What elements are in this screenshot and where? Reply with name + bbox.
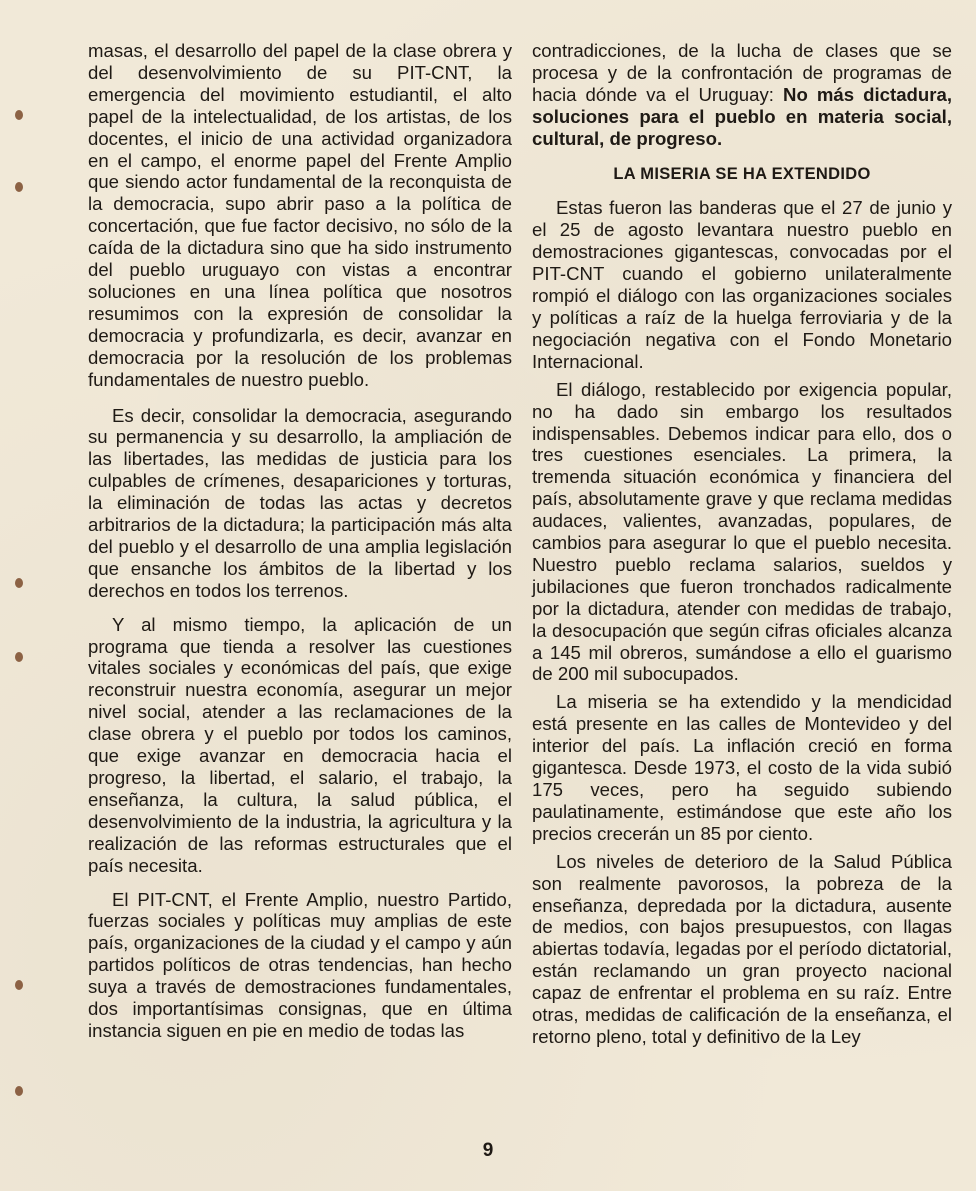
intro-bold-slogan: No más dictadura, soluciones para el pueblo en materia social, cultural, de progreso.	[532, 83, 952, 149]
left-column	[88, 40, 512, 1042]
binding-hole-mark	[15, 980, 23, 990]
paragraph: Y al mismo tiempo, la aplicación de un programa que tienda a resolver las cuestiones vitales sociales y económicas del país, que exige reconstruir nuestra economía, asegurar un mejor nivel social, atender a las reclamaciones de la clase obrera y el pueblo por todos los caminos, que exige avanzar en democracia hacia el progreso, la libertad, el salario, el trabajo, la enseñanza, la cultura, la salud pública, el desenvolvimiento de la industria, la agricultura y la realización de las reformas estructurales que el país necesita.	[88, 613, 512, 876]
intro-text: contradicciones, de la lucha de clases que se procesa y de la confrontación de programas de hacia dónde va el Uruguay:	[532, 40, 952, 105]
paragraph: Es decir, consolidar la democracia, asegurando su permanencia y su desarrollo, la ampliación de las libertades, las medidas de justicia para los culpables de crímenes, desapariciones y torturas, la eliminación de todas las actas y decretos arbitrarios de la dictadura; la participación más alta del pueblo y el desarrollo de una amplia legislación que ensanche los ámbitos de la libertad y los derechos en todos los terrenos.	[88, 404, 512, 601]
right-column	[532, 40, 952, 1048]
binding-hole-mark	[15, 182, 23, 192]
paragraph-intro	[532, 40, 952, 150]
paragraph: La miseria se ha extendido y la mendicidad está presente en las calles de Montevideo y del interior del país. La inflación creció en forma gigantesca. Desde 1973, el costo de la vida subió 175 veces, pero ha seguido subiendo paulatinamente, estimándose que este año los precios crecerán un 85 por ciento.	[532, 691, 952, 844]
section-heading: LA MISERIA SE HA EXTENDIDO	[613, 164, 871, 183]
paragraph: El diálogo, restablecido por exigencia popular, no ha dado sin embargo los resultados indispensables. Debemos indicar para ello, dos o tres cuestiones esenciales. La primera, la tremenda situación económica y financiera del país, absolutamente grave y que reclama medidas audaces, valientes, avanzadas, populares, de cambios para asegurar lo que el pueblo necesita. Nuestro pueblo reclama salarios, sueldos y jubilaciones que fueron tronchados radicalmente por la dictadura, atender con medidas de trabajo, la desocupación que según cifras oficiales alcanza a 145 mil obreros, sumándose a ello el guarismo de 200 mil subocupados.	[532, 378, 952, 685]
binding-hole-mark	[15, 578, 23, 588]
paragraph: Estas fueron las banderas que el 27 de junio y el 25 de agosto levantara nuestro pueblo en demostraciones gigantescas, convocadas por el PIT-CNT cuando el gobierno unilateralmente rompió el diálogo con las organizaciones sociales y políticas a raíz de la huelga ferroviaria y de la negociación negativa con el Fondo Monetario Internacional.	[532, 197, 952, 372]
binding-hole-mark	[15, 652, 23, 662]
page-number: 9	[482, 1140, 494, 1161]
paragraph: El PIT-CNT, el Frente Amplio, nuestro Partido, fuerzas sociales y políticas muy amplias de este país, organizaciones de la ciudad y el campo y aún partidos políticos de otras tendencias, han hecho suya a través de demostraciones fundamentales, dos importantísimas consignas, que en última instancia siguen en pie en medio de todas las	[88, 888, 512, 1041]
paragraph: Los niveles de deterioro de la Salud Pública son realmente pavorosos, la pobreza de la enseñanza, depredada por la dictadura, ausente de medios, con bajos presupuestos, con llagas abiertas todavía, legadas por el período dictatorial, están reclamando un gran proyecto nacional capaz de enfrentar el problema en su raíz. Entre otras, medidas de calificación de la enseñanza, el retorno pleno, total y definitivo de la Ley	[532, 850, 952, 1047]
binding-hole-mark	[15, 110, 23, 120]
binding-hole-mark	[15, 1086, 23, 1096]
paragraph: masas, el desarrollo del papel de la clase obrera y del desenvolvimiento de su PIT-CNT, la emergencia del movimiento estudiantil, el alto papel de la intelectualidad, de los artistas, de los docentes, el inicio de una actividad organizadora en el campo, el enorme papel del Frente Amplio que siendo actor fundamental de la reconquista de la democracia, supo abrir paso a la política de concertación, que fue factor decisivo, no sólo de la caída de la dictadura sino que ha sido instrumento del pueblo uruguayo con vistas a encontrar soluciones en una línea política que nosotros resumimos con la expresión de consolidar la democracia y profundizarla, es decir, avanzar en democracia por la resolución de los problemas fundamentales de nuestro pueblo.	[88, 40, 512, 390]
